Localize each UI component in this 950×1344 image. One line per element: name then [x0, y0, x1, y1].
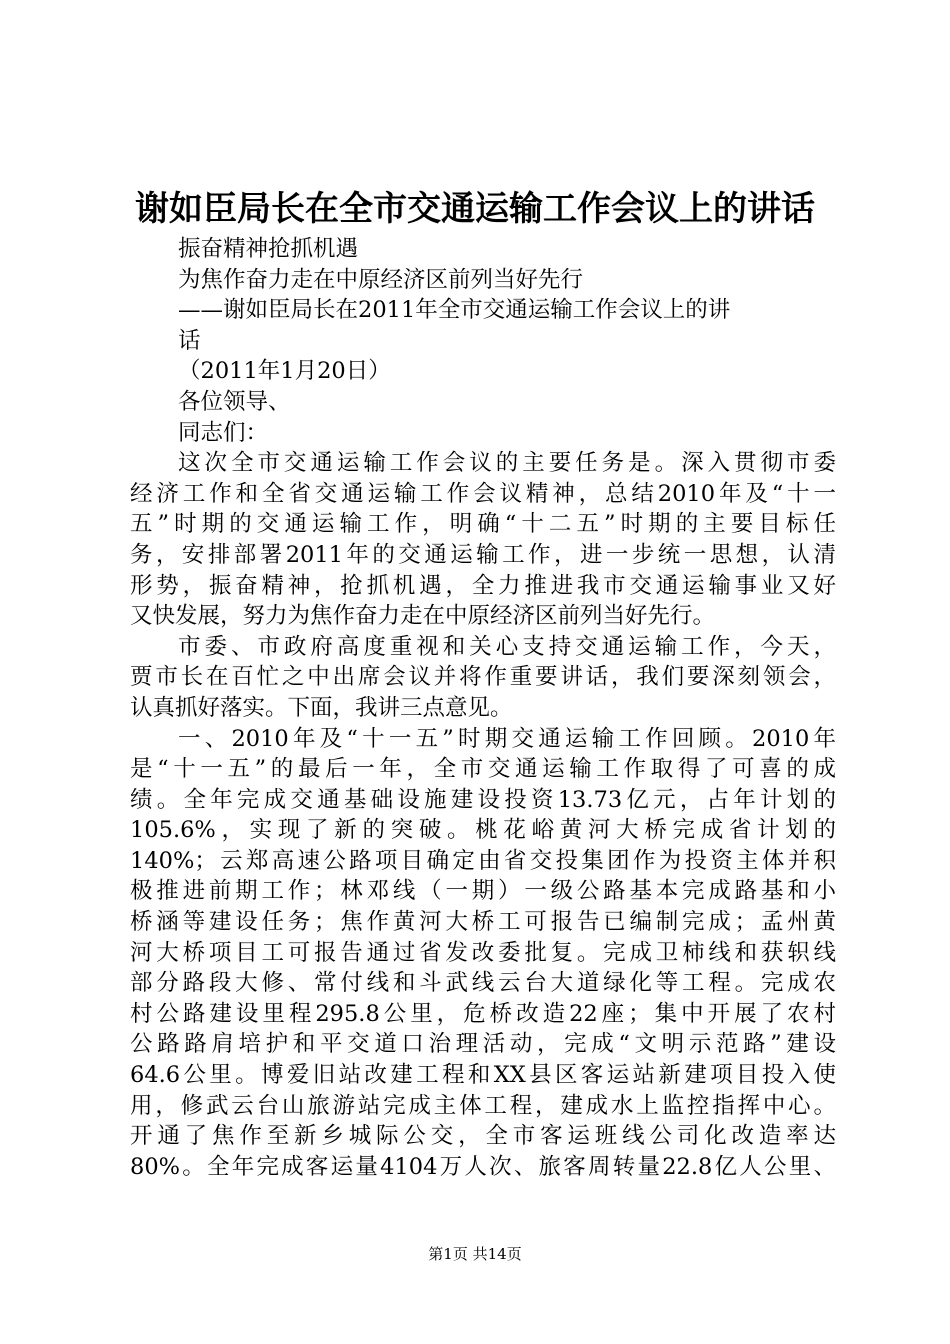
text-line: 极推进前期工作；林邓线（一期）一级公路基本完成路基和小 [130, 878, 836, 905]
text-line: 用，修武云台山旅游站完成主体工程，建成水上监控指挥中心。 [130, 1092, 836, 1119]
text-line: ——谢如臣局长在2011年全市交通运输工作会议上的讲 [178, 297, 731, 324]
text-line: 又快发展，努力为焦作奋力走在中原经济区前列当好先行。 [130, 603, 716, 630]
text-line: 105.6%，实现了新的突破。桃花峪黄河大桥完成省计划的 [130, 817, 836, 844]
text-line: 64.6公里。博爱旧站改建工程和XX县区客运站新建项目投入使 [130, 1062, 836, 1089]
document-body [130, 234, 836, 1182]
text-line: （2011年1月20日） [178, 358, 391, 385]
text-line: 河大桥项目工可报告通过省发改委批复。完成卫柿线和获轵线 [130, 939, 836, 966]
text-line: 各位领导、 [178, 388, 291, 415]
text-line: 五”时期的交通运输工作，明确“十二五”时期的主要目标任 [130, 511, 836, 538]
text-line: 部分路段大修、常付线和斗武线云台大道绿化等工程。完成农 [130, 970, 836, 997]
text-line: 振奋精神抢抓机遇 [178, 236, 359, 262]
text-line: 市委、市政府高度重视和关心支持交通运输工作，今天， [178, 633, 836, 660]
page-footer: 第1页 共14页 [428, 1245, 522, 1263]
text-line: 贾市长在百忙之中出席会议并将作重要讲话，我们要深刻领会， [130, 664, 836, 691]
text-line: 村公路建设里程295.8公里，危桥改造22座；集中开展了农村 [130, 1000, 836, 1027]
text-line: 绩。全年完成交通基础设施建设投资13.73亿元，占年计划的 [130, 786, 836, 813]
text-line: 同志们： [178, 419, 269, 446]
text-line: 形势，振奋精神，抢抓机遇，全力推进我市交通运输事业又好 [130, 572, 836, 599]
text-line: 认真抓好落实。下面，我讲三点意见。 [130, 694, 513, 721]
text-line: 这次全市交通运输工作会议的主要任务是。深入贯彻市委 [178, 450, 836, 477]
text-line: 为焦作奋力走在中原经济区前列当好先行 [178, 266, 584, 293]
text-line: 经济工作和全省交通运输工作会议精神，总结2010年及“十一 [130, 480, 836, 507]
document-title: 谢如臣局长在全市交通运输工作会议上的讲话 [135, 189, 815, 229]
text-line: 话 [178, 327, 201, 354]
text-line: 公路路肩培护和平交道口治理活动，完成“文明示范路”建设 [130, 1031, 836, 1058]
text-line: 桥涵等建设任务；焦作黄河大桥工可报告已编制完成；孟州黄 [130, 909, 836, 936]
text-line: 140%；云郑高速公路项目确定由省交投集团作为投资主体并积 [130, 847, 836, 874]
text-line: 是“十一五”的最后一年，全市交通运输工作取得了可喜的成 [130, 756, 836, 783]
text-line: 开通了焦作至新乡城际公交，全市客运班线公司化改造率达 [130, 1123, 836, 1150]
text-line: 务，安排部署2011年的交通运输工作，进一步统一思想，认清 [130, 541, 836, 568]
text-line: 80%。全年完成客运量4104万人次、旅客周转量22.8亿人公里、 [130, 1153, 836, 1180]
text-line: 一、2010年及“十一五”时期交通运输工作回顾。2010年 [178, 725, 836, 752]
